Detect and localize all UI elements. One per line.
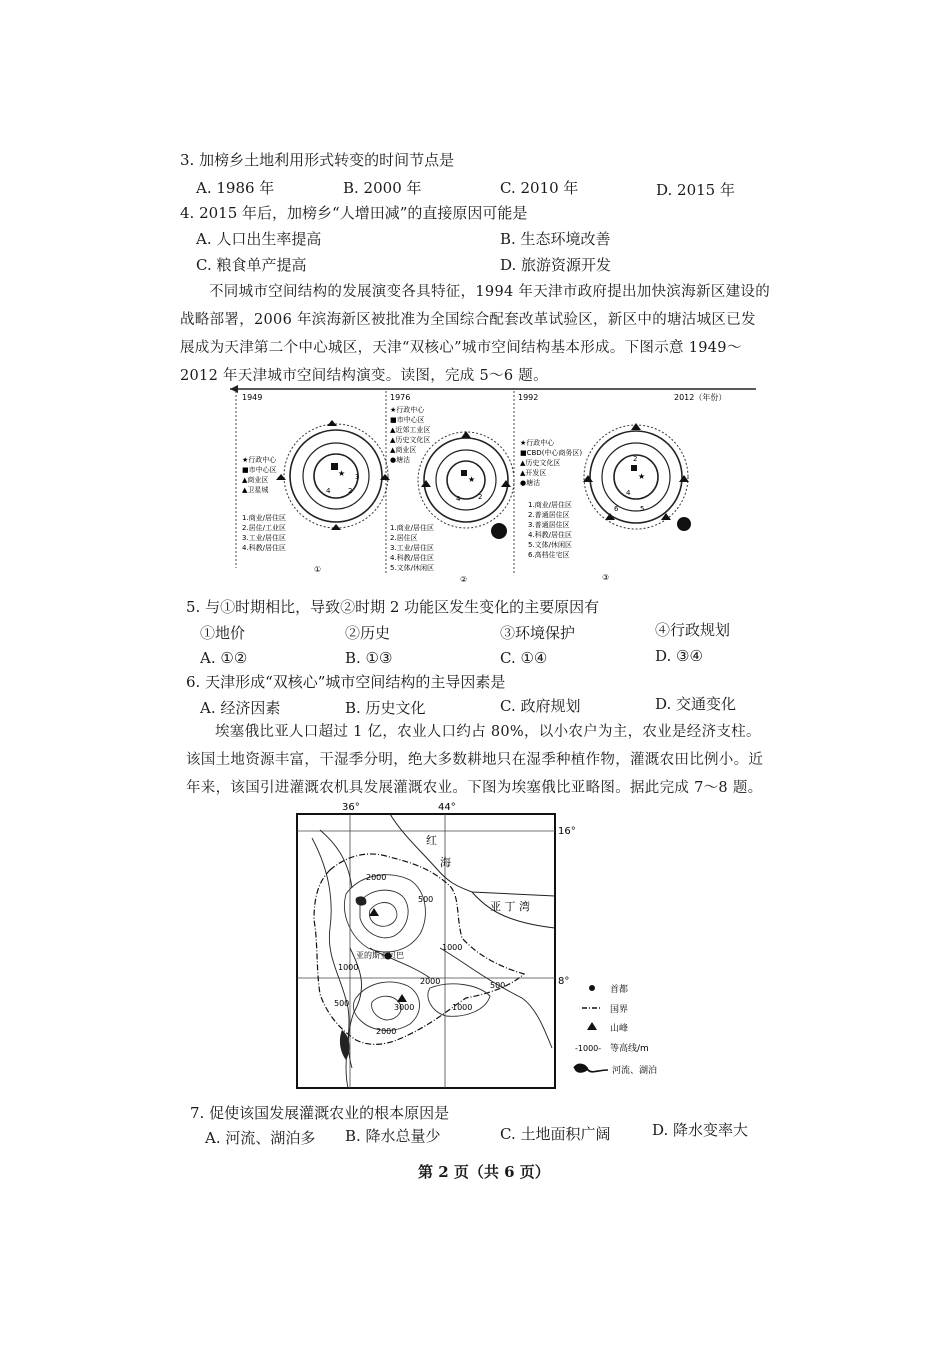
satellite-town-marker [501,480,511,487]
q5-item-2: ②历史 [345,624,391,642]
q3-stem: 3. 加榜乡土地利用形式转变的时间节点是 [180,151,455,169]
panel-number: ② [460,575,468,584]
q7-option-d[interactable]: D. 降水变率大 [652,1121,749,1139]
q5-stem: 5. 与①时期相比，导致②时期 2 功能区发生变化的主要原因有 [186,598,600,616]
contour-label: 2000 [376,1027,397,1036]
q4-option-a[interactable]: A. 人口出生率提高 [196,230,322,248]
year-1976: 1976 [390,393,411,402]
q5-option-d[interactable]: D. ③④ [655,647,703,665]
legend-peak: 山峰 [610,1024,629,1034]
latitude-label: 8° [558,976,570,987]
legend-item: ★行政中心 [520,439,555,447]
legend-item: ▲开发区 [520,469,547,477]
year-1992: 1992 [518,393,539,402]
zone-number: 2 [348,487,353,495]
q4-option-b[interactable]: B. 生态环境改善 [500,230,611,248]
zone-number: 3 [355,473,360,481]
zone-item: 1.商业/居住区 [528,501,573,509]
legend-item: ■市中心区 [390,416,425,424]
zone-item: 4.科教/居住区 [390,554,435,562]
legend-border: 国界 [610,1005,629,1015]
satellite-town-marker [421,480,431,487]
legend-item: ▲商业区 [390,446,417,454]
timeline-arrow [230,385,238,393]
q7-option-a[interactable]: A. 河流、湖泊多 [205,1129,316,1147]
legend-item: ▲历史文化区 [520,459,561,467]
contour-label: 500 [334,999,350,1008]
ethiopia-map [290,798,675,1093]
contour-label: 500 [418,895,434,904]
q5-option-c[interactable]: C. ①④ [500,649,548,667]
cbd-marker [631,465,637,471]
legend-item: ■市中心区 [242,466,277,474]
satellite-town-marker [331,524,341,530]
zone-number: 6 [614,505,619,513]
q4-option-d[interactable]: D. 旅游资源开发 [500,256,612,274]
label-red-sea: 红 [426,834,437,847]
zone-number: 5 [640,505,645,513]
q7-option-c[interactable]: C. 土地面积广阔 [500,1125,611,1143]
tanggu-marker [677,517,691,531]
panel-1992 [520,423,691,582]
contour-legend-sample: -1000- [575,1044,602,1053]
legend-item: ●塘沽 [390,456,411,464]
zone-item: 1.商业/居住区 [242,514,287,522]
zone-ring [424,438,508,522]
zone-ring [418,432,514,528]
zone-item: 1.商业/居住区 [390,524,435,532]
contour-label: 1000 [338,963,359,972]
label-gulf-of-aden: 亚 丁 湾 [490,900,530,913]
legend-item: ★行政中心 [390,406,425,414]
zone-number: 4 [456,495,461,503]
q3-option-b[interactable]: B. 2000 年 [343,179,422,197]
legend-capital: 首都 [610,985,629,995]
zone-item: 4.科教/居住区 [528,531,573,539]
q7-option-b[interactable]: B. 降水总量少 [345,1127,441,1145]
zone-item: 3.工业/居住区 [242,534,287,542]
contour-label: 500 [490,981,506,990]
map-frame [297,814,555,1088]
zone-item: 3.普通居住区 [528,521,570,529]
zone-number: 4 [626,489,631,497]
q3-option-c[interactable]: C. 2010 年 [500,179,579,197]
zone-number: 4 [326,487,331,495]
zone-number: 2 [633,455,638,463]
tianjin-structure-figure [228,383,758,589]
zone-number: 2 [478,493,483,501]
contour-label: 2000 [420,977,441,986]
legend-item: ■CBD(中心商务区) [520,449,583,457]
legend-item: ▲近郊工业区 [390,426,431,434]
zone-item: 2.居住/工业区 [242,524,287,532]
passage-ethiopia: 埃塞俄比亚人口超过 1 亿，农业人口约占 80%，以小农户为主，农业是经济支柱。该国土地资源丰富，干湿季分明，绝大多数耕地只在湿季种植作物，灌溉农田比例小。近年来，该国引进灌溉农机具发展灌溉农业。下图为埃塞俄比亚略图。据此完成 7～8 题。 [186,724,764,796]
legend-river-lake: 河流、湖泊 [612,1066,658,1076]
zone-ring [284,424,388,528]
q4-option-c[interactable]: C. 粮食单产提高 [196,256,307,274]
q3-option-d[interactable]: D. 2015 年 [656,181,735,199]
admin-center-marker: ★ [338,469,346,478]
legend-item: ▲卫星城 [242,486,269,494]
year-1949: 1949 [242,393,263,402]
legend-item: ●塘沽 [520,479,541,487]
legend-item: ★行政中心 [242,456,277,464]
legend-item: ▲历史文化区 [390,436,431,444]
contour-label: 3000 [394,1003,415,1012]
q6-option-a[interactable]: A. 经济因素 [200,699,281,717]
q7-stem: 7. 促使该国发展灌溉农业的根本原因是 [190,1104,450,1122]
zone-item: 5.文体/休闲区 [528,541,573,549]
zone-ring [584,425,688,529]
zone-ring [590,431,682,523]
q6-option-c[interactable]: C. 政府规划 [500,697,581,715]
q5-option-a[interactable]: A. ①② [200,649,248,667]
city-center-marker [331,463,338,470]
q5-item-3: ③环境保护 [500,624,576,642]
panel-number: ③ [602,573,610,582]
q6-option-d[interactable]: D. 交通变化 [655,695,737,713]
panel-1949 [242,420,390,574]
development-zone-marker [631,423,641,430]
zone-item: 2.居住区 [390,534,418,542]
legend-item: ▲商业区 [242,476,269,484]
satellite-town-marker [327,420,337,426]
label-red-sea: 海 [440,856,451,869]
page-footer: 第 2 页（共 6 页） [418,1163,550,1181]
map-legend [574,983,657,1076]
capital-legend-icon [589,985,595,991]
zone-item: 5.文体/休闲区 [390,564,435,572]
admin-center-marker: ★ [468,475,476,484]
panel-1976 [390,405,514,584]
longitude-label: 36° [342,802,360,813]
zone-ring [290,430,382,522]
zone-ring [436,450,496,510]
legend-contour: 等高线/m [610,1044,649,1054]
admin-center-marker: ★ [638,472,646,481]
tanggu-marker [491,523,507,539]
year-2012: 2012（年份） [674,393,727,402]
longitude-label: 44° [438,802,456,813]
q5-option-b[interactable]: B. ①③ [345,649,393,667]
zone-item: 2.普通居住区 [528,511,570,519]
passage-tianjin: 不同城市空间结构的发展演变各具特征，1994 年天津市政府提出加快滨海新区建设的战略部署，2006 年滨海新区被批准为全国综合配套改革试验区，新区中的塘沽城区已发展成为天津第二个中心城区，天津“双核心”城市空间结构基本形成。下图示意 1949～2012 年天津城市空间结构演变。读图，完成 5～6 题。 [180,284,771,384]
latitude-label: 16° [558,826,576,837]
contour-label: 1000 [452,1003,473,1012]
label-addis-ababa: 亚的斯亚贝巴 [356,951,404,960]
q5-item-1: ①地价 [200,624,246,642]
q6-option-b[interactable]: B. 历史文化 [345,699,426,717]
zone-item: 4.科教/居住区 [242,544,287,552]
q4-stem: 4. 2015 年后，加榜乡“人增田减”的直接原因可能是 [180,204,528,222]
contour-label: 2000 [366,873,387,882]
panel-number: ① [314,565,322,574]
q6-stem: 6. 天津形成“双核心”城市空间结构的主导因素是 [186,673,506,691]
peak-legend-icon [587,1022,597,1030]
zone-item: 3.工业/居住区 [390,544,435,552]
q3-option-a[interactable]: A. 1986 年 [196,179,275,197]
city-center-marker [461,470,467,476]
zone-ring [602,443,670,511]
zone-item: 6.高档住宅区 [528,551,570,559]
q5-item-4: ④行政规划 [655,621,731,639]
contour-label: 1000 [442,943,463,952]
